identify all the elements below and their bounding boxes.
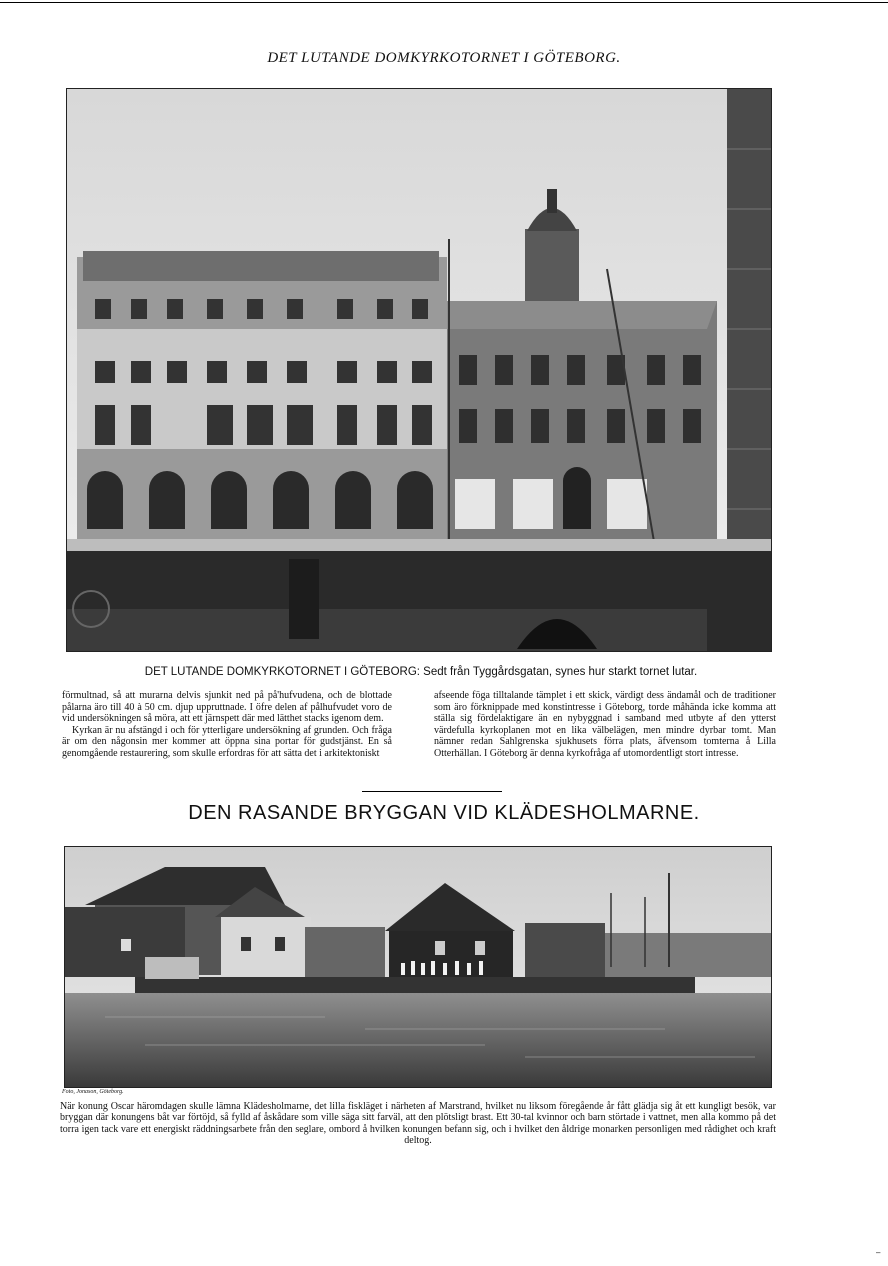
- paragraph: Kyrkan är nu afstängd i och för ytterligare undersökning af grunden. Och fråga är om den någonsin mer kommer att öppna sina portar för gudstjänst. En så genomgående restaurering, som skulle erfordras för att sätta det i arkitektoniskt: [62, 724, 392, 759]
- photo1-caption: DET LUTANDE DOMKYRKOTORNET I GÖTEBORG: Sedt från Tyggårdsgatan, synes hur starkt tornet lutar.: [144, 666, 698, 678]
- photo2-caption: När konung Oscar häromdagen skulle lämna Klädesholmarne, det lilla fiskläget i närheten af Marstrand, hvilket nu liksom föregående år fått glädja sig åt ett kungligt besök, var bryggan där konungens båt var förtöjd, så fylld af åskådare som ville säga sitt farväl, att den plötsligt brast. Ett 30-tal kvinnor och barn störtade i vattnet, men alla kommo på det torra igen tack vare ett energiskt räddningsarbete från den seglare, ombord å hvilken konungen befann sig, och i hvilket den åldrige monarken personligen med rådighet och kraft deltog.: [60, 1101, 776, 1147]
- top-border-line: [0, 2, 888, 3]
- article-column-right: [434, 690, 776, 760]
- harbour-photo: [64, 846, 772, 1088]
- cathedral-tower-illustration: [67, 89, 771, 651]
- harbour-illustration: [65, 847, 771, 1087]
- page-edge-mark: –: [876, 1248, 881, 1257]
- article-column-left: [62, 690, 392, 760]
- page-header: DET LUTANDE DOMKYRKOTORNET I GÖTEBORG.: [267, 50, 621, 66]
- section-divider: [362, 791, 502, 792]
- photo-credit: Foto, Jonason, Göteborg.: [62, 1089, 124, 1095]
- paragraph: förmultnad, så att murarna delvis sjunkit ned på på'hufvudena, och de blottade pålarna äro till 40 à 50 cm. djup uppruttnade. I öfre delen af pålhufvudet voro de vid undersökningen så möra, att ett järnspett där med lätthet stacks igenom dem.: [62, 690, 392, 725]
- cathedral-tower-photo: [66, 88, 772, 652]
- section-heading: DEN RASANDE BRYGGAN VID KLÄDESHOLMARNE.: [188, 802, 700, 824]
- paragraph: afseende föga tilltalande tämplet i ett skick, värdigt dess ändamål och de traditioner som äro förknippade med konstintresse i Göteborg, torde måhända icke komma att ställa sig fördelaktigare än en nybyggnad i samband med utbyte af den ytterst värdefulla kyrkoplanen mot en lika välbelägen, men mindre dyrbar tomt. Man nämner redan Sahlgrenska sjukhusets förra plats, äfvensom tomterna å Lilla Otterhällan. I Göteborg är denna kyrkofråga af utomordentligt stort intresse.: [434, 690, 776, 759]
